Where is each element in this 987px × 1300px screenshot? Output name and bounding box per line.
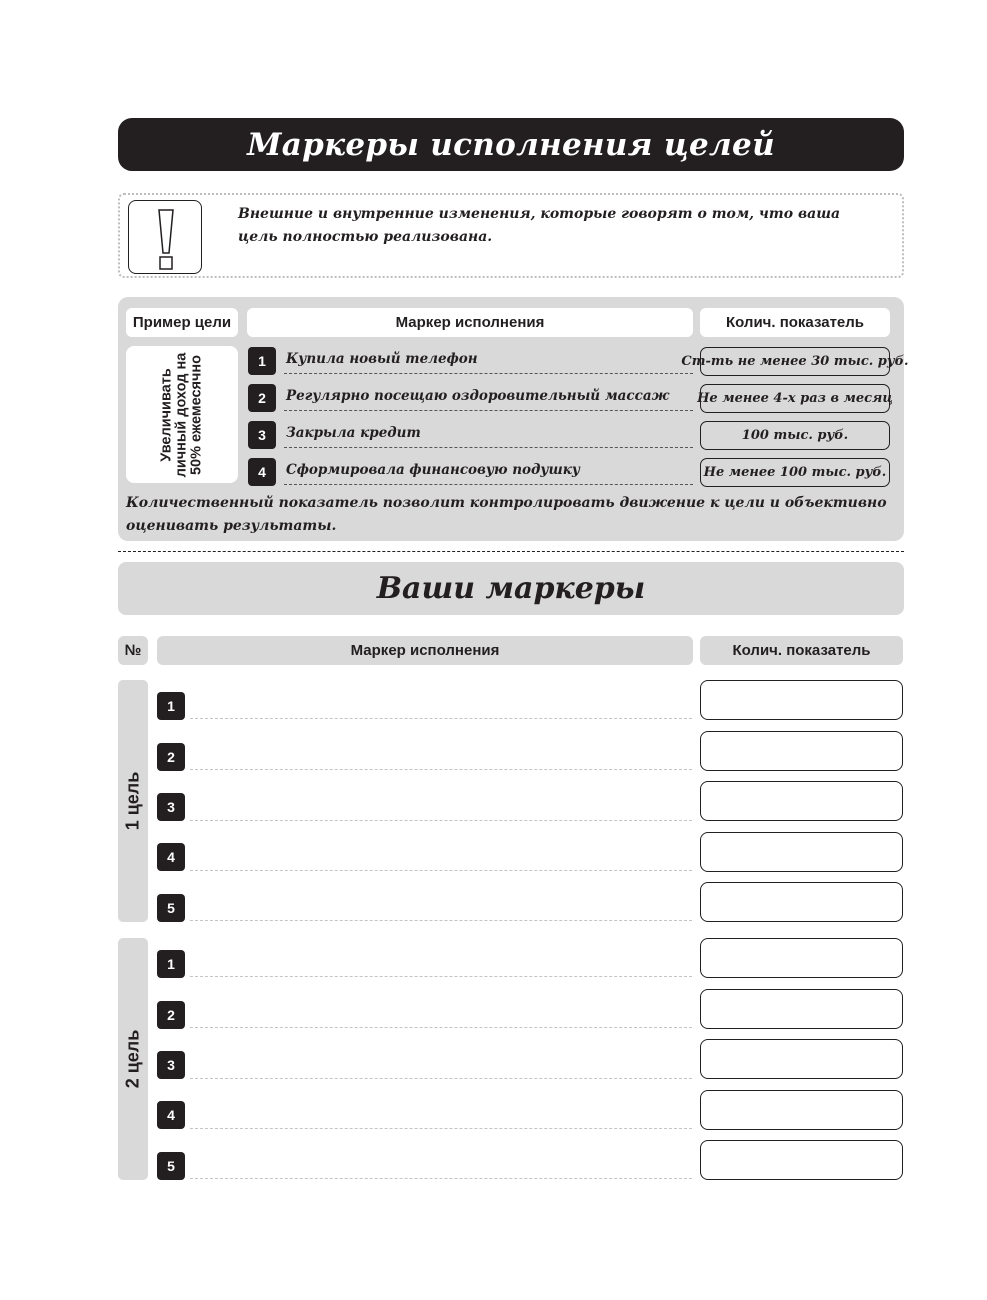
section-divider xyxy=(118,551,904,552)
row-number: 2 xyxy=(248,384,276,412)
note-text: Внешние и внутренние изменения, которые говорят о том, что ваша цель полностью реализована. xyxy=(238,206,841,245)
value-input-box[interactable] xyxy=(700,680,903,720)
marker-input-line[interactable] xyxy=(190,920,692,921)
example-value-box: Не менее 4-х раз в месяц xyxy=(700,384,890,413)
page-title: Маркеры исполнения целей xyxy=(247,126,775,163)
value-input-box[interactable] xyxy=(700,781,903,821)
goal-1-band xyxy=(118,680,148,922)
row-number: 3 xyxy=(248,421,276,449)
example-marker-text: Закрыла кредит xyxy=(286,425,421,441)
row-number: 3 xyxy=(157,1051,185,1079)
dashed-line xyxy=(284,447,693,448)
example-goal-card xyxy=(126,346,238,483)
header-value: Колич. показатель xyxy=(700,308,890,337)
example-panel xyxy=(118,297,909,541)
marker-input-line[interactable] xyxy=(190,870,692,871)
marker-input-line[interactable] xyxy=(190,820,692,821)
row-number: 1 xyxy=(157,950,185,978)
marker-input-line[interactable] xyxy=(190,1078,692,1079)
example-goal-text: Увеличивать личный доход на 50% ежемесячно xyxy=(158,352,205,477)
marker-input-line[interactable] xyxy=(190,1027,692,1028)
value-input-box[interactable] xyxy=(700,989,903,1029)
row-number: 5 xyxy=(157,1152,185,1180)
header-marker: Маркер исполнения xyxy=(247,308,693,337)
marker-input-line[interactable] xyxy=(190,1178,692,1179)
example-marker-text: Купила новый телефон xyxy=(286,351,478,367)
section-title-bar xyxy=(118,562,904,615)
example-value-box: Не менее 100 тыс. руб. xyxy=(700,458,890,487)
row-number: 4 xyxy=(157,1101,185,1129)
note-box xyxy=(118,193,904,278)
example-marker-text: Регулярно посещаю оздоровительный массаж xyxy=(286,388,670,404)
exclamation-icon xyxy=(128,200,202,274)
goal-2-band xyxy=(118,938,148,1180)
row-number: 2 xyxy=(157,743,185,771)
dashed-line xyxy=(284,410,693,411)
goal-label: 2 цель xyxy=(122,1029,143,1089)
example-value-box: Ст-ть не менее 30 тыс. руб. xyxy=(700,347,890,376)
example-footer: Количественный показатель позволит контролировать движение к цели и объективно оценивать результаты. xyxy=(126,495,887,534)
page-title-bar xyxy=(118,118,904,171)
value-input-box[interactable] xyxy=(700,938,903,978)
value-input-box[interactable] xyxy=(700,882,903,922)
row-number: 3 xyxy=(157,793,185,821)
marker-input-line[interactable] xyxy=(190,769,692,770)
row-number: 4 xyxy=(248,458,276,486)
value-input-box[interactable] xyxy=(700,1039,903,1079)
dashed-line xyxy=(284,373,693,374)
section-title: Ваши маркеры xyxy=(376,571,646,606)
header-goal-example: Пример цели xyxy=(126,308,238,337)
value-input-box[interactable] xyxy=(700,832,903,872)
marker-input-line[interactable] xyxy=(190,976,692,977)
row-number: 2 xyxy=(157,1001,185,1029)
row-number: 4 xyxy=(157,843,185,871)
goal-label: 1 цель xyxy=(122,771,143,831)
marker-input-line[interactable] xyxy=(190,1128,692,1129)
dashed-line xyxy=(284,484,693,485)
value-input-box[interactable] xyxy=(700,1140,903,1180)
row-number: 1 xyxy=(248,347,276,375)
example-marker-text: Сформировала финансовую подушку xyxy=(286,462,580,478)
header-value: Колич. показатель xyxy=(700,636,903,665)
header-number: № xyxy=(118,636,148,665)
header-marker: Маркер исполнения xyxy=(157,636,693,665)
row-number: 5 xyxy=(157,894,185,922)
marker-input-line[interactable] xyxy=(190,718,692,719)
example-value-box: 100 тыс. руб. xyxy=(700,421,890,450)
value-input-box[interactable] xyxy=(700,731,903,771)
value-input-box[interactable] xyxy=(700,1090,903,1130)
row-number: 1 xyxy=(157,692,185,720)
